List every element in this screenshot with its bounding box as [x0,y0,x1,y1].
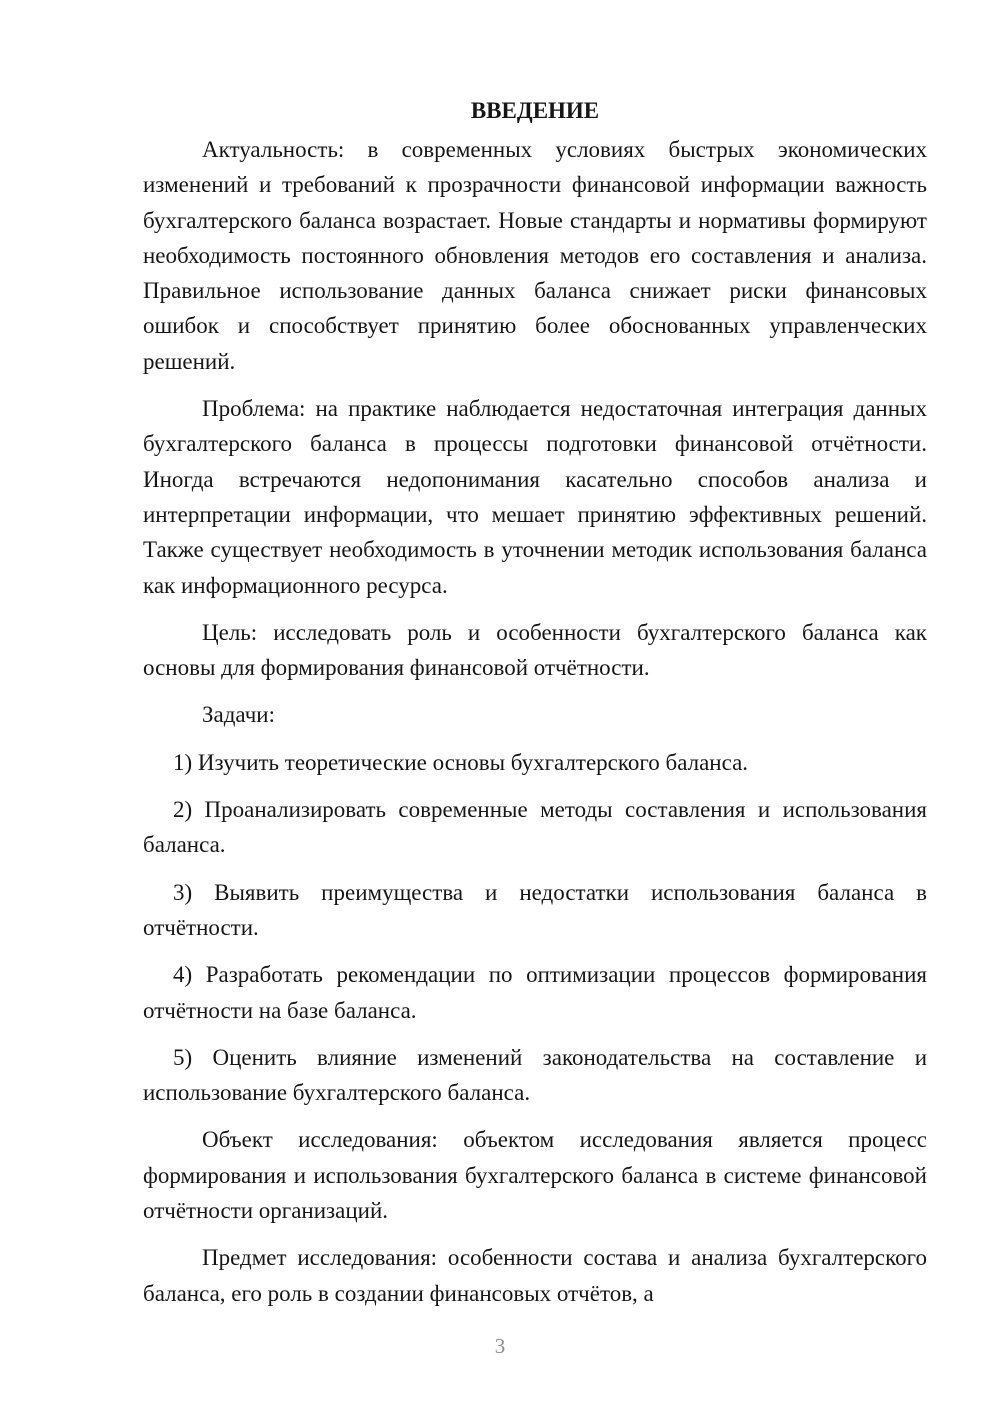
page-number: 3 [494,1334,506,1358]
task-item-3: 3) Выявить преимущества и недостатки использования баланса в отчётности. [143,879,927,940]
task-item-4: 4) Разработать рекомендации по оптимизации процессов формирования отчётности на базе баланса. [143,962,927,1023]
page-content [143,93,927,1311]
task-item-2: 2) Проанализировать современные методы составления и использования баланса. [143,797,927,858]
tasks-label: Задачи: [202,702,275,728]
section-heading: ВВЕДЕНИЕ [470,98,600,123]
problem-paragraph: Проблема: на практике наблюдается недостаточная интеграция данных бухгалтерского баланса в процессы подготовки финансовой отчётности. Иногда встречаются недопонимания касательно способов анализа и интерпретации информации, что мешает принятию эффективных решений. Также существует необходимость в уточнении методик использования баланса как информационного ресурса. [143,396,927,598]
task-item-5: 5) Оценить влияние изменений законодательства на составление и использование бухгалтерского баланса. [143,1044,927,1106]
object-paragraph: Объект исследования: объектом исследования является процесс формирования и использования бухгалтерского баланса в системе финансовой отчётности организаций. [143,1127,927,1224]
subject-paragraph: Предмет исследования: особенности состава и анализа бухгалтерского баланса, его роль в создании финансовых отчётов, а [143,1245,927,1306]
task-item-1: 1) Изучить теоретические основы бухгалтерского баланса. [173,749,749,775]
relevance-paragraph: Актуальность: в современных условиях быстрых экономических изменений и требований к прозрачности финансовой информации важность бухгалтерского баланса возрастает. Новые стандарты и нормативы формируют необходимость постоянного обновления методов его составления и анализа. Правильное использование данных баланса снижает риски финансовых ошибок и способствует принятию более обоснованных управленческих решений. [143,137,927,374]
goal-paragraph: Цель: исследовать роль и особенности бухгалтерского баланса как основы для формирования финансовой отчётности. [143,619,927,681]
